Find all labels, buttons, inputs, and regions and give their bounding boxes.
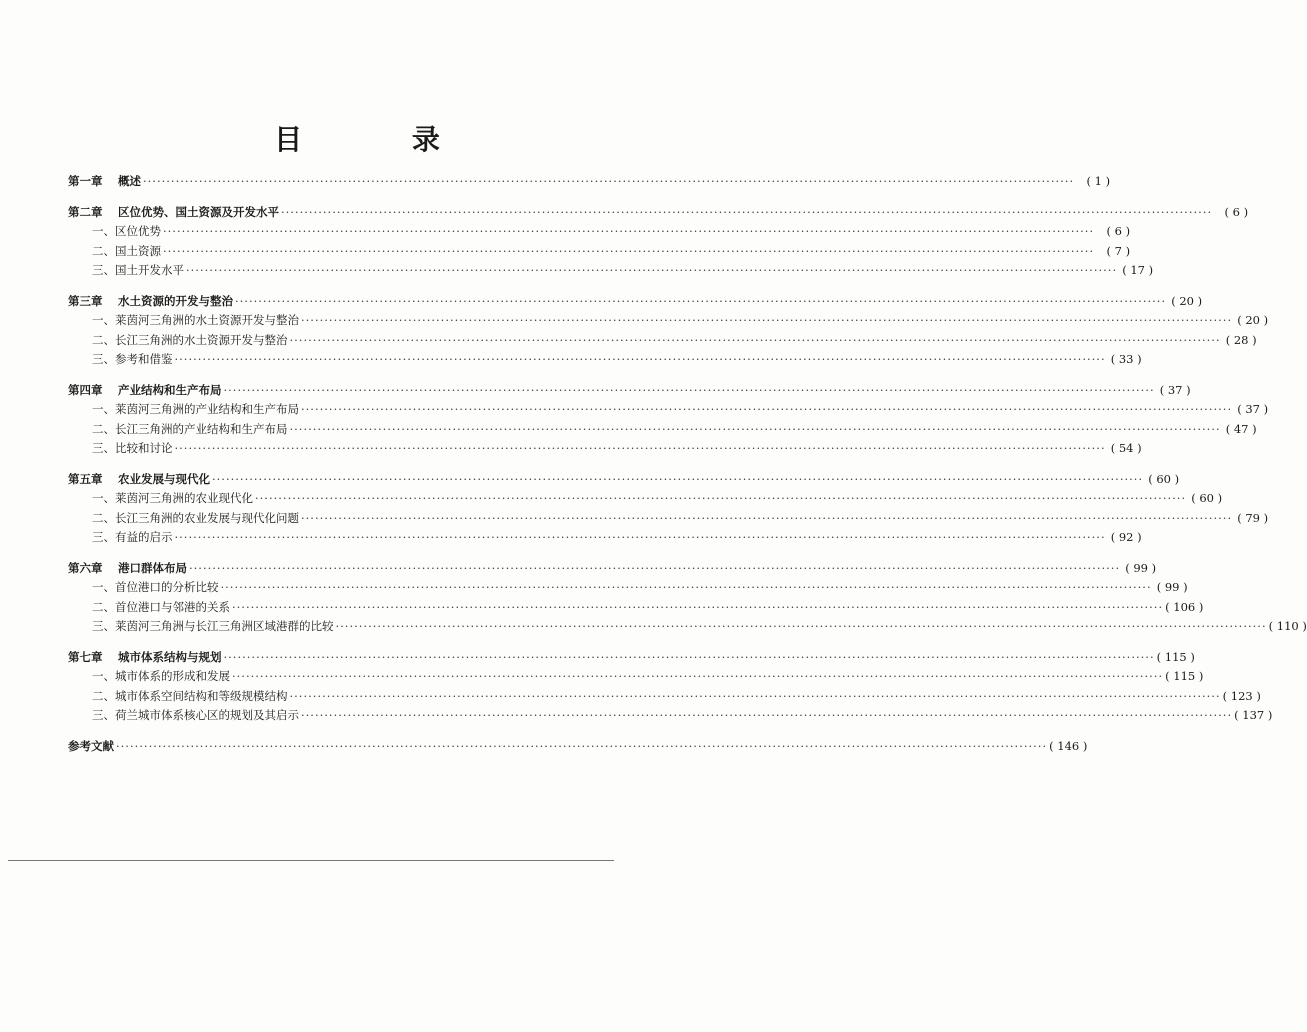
- page-number: ( 115 ): [1156, 649, 1195, 664]
- bottom-rule: [8, 860, 614, 861]
- dot-leader: ········································································································································································································: [289, 421, 1221, 436]
- page-number: ( 60 ): [1148, 471, 1180, 486]
- dot-leader: ········································································································································································································: [301, 313, 1233, 327]
- page-number: ( 28 ): [1225, 332, 1257, 347]
- dot-leader: ········································································································································································································: [220, 580, 1152, 594]
- chapter-number: 第四章: [68, 382, 103, 397]
- page-number: ( 99 ): [1125, 560, 1157, 575]
- page-number: ( 20 ): [1171, 293, 1203, 308]
- section-title: 三、荷兰城市体系核心区的规划及其启示: [92, 708, 299, 722]
- section-title: 一、莱茵河三角洲的农业现代化: [92, 491, 253, 505]
- section-title: 一、莱茵河三角洲的水土资源开发与整治: [92, 313, 299, 327]
- page-number: ( 37 ): [1159, 382, 1191, 397]
- dot-leader: ········································································································································································································: [223, 649, 1155, 664]
- chapter-title: 水土资源的开发与整治: [118, 293, 233, 308]
- chapter-number: 第五章: [68, 471, 103, 486]
- page-number: ( 106 ): [1165, 599, 1204, 614]
- page-title: 目 录: [274, 123, 490, 156]
- toc-chapter-row: [68, 292, 1203, 312]
- toc-chapter-row: [68, 470, 1180, 490]
- toc-section-row: [68, 578, 1188, 598]
- page-number: ( 7 ): [1106, 243, 1131, 258]
- section-title: 一、区位优势: [92, 224, 161, 238]
- page-number: ( 33 ): [1110, 352, 1142, 366]
- dot-leader: ········································································································································································································: [335, 619, 1267, 633]
- section-title: 二、城市体系空间结构和等级规模结构: [92, 688, 288, 703]
- toc-section-row: [68, 617, 1307, 637]
- dot-leader: ········································································································································································································: [163, 243, 1095, 258]
- toc-section-row: [68, 400, 1269, 420]
- toc-chapter-row: [68, 381, 1191, 401]
- page-number: ( 37 ): [1237, 402, 1269, 416]
- chapter-number: 第三章: [68, 293, 103, 308]
- dot-leader: ········································································································································································································: [289, 332, 1221, 347]
- toc-chapter-row: [68, 559, 1157, 579]
- toc-section-row: [68, 311, 1269, 331]
- toc-section-row: [68, 489, 1223, 509]
- toc-section-row: [68, 687, 1261, 707]
- dot-leader: ········································································································································································································: [235, 293, 1167, 308]
- dot-leader: ········································································································································································································: [163, 224, 1095, 238]
- page-number: ( 99 ): [1156, 580, 1188, 594]
- section-title: 三、国土开发水平: [92, 263, 184, 277]
- chapter-title: 概述: [118, 174, 141, 188]
- toc-chapter-row: [68, 172, 1111, 192]
- page-number: ( 79 ): [1237, 510, 1269, 525]
- chapter-title: 农业发展与现代化: [118, 471, 210, 486]
- dot-leader: ········································································································································································································: [232, 669, 1164, 683]
- toc-section-row: [68, 528, 1142, 548]
- page-number: ( 115 ): [1165, 669, 1204, 683]
- dot-leader: ········································································································································································································: [174, 530, 1106, 544]
- section-title: 一、首位港口的分析比较: [92, 580, 219, 594]
- section-title: 二、首位港口与邻港的关系: [92, 599, 230, 614]
- page-number: ( 17 ): [1122, 263, 1154, 277]
- section-title: 三、参考和借鉴: [92, 352, 173, 366]
- chapter-number: 第六章: [68, 560, 103, 575]
- chapter-number: 第一章: [68, 174, 103, 188]
- section-title: 三、比较和讨论: [92, 441, 173, 455]
- dot-leader: ········································································································································································································: [223, 382, 1155, 397]
- toc-section-row: [68, 350, 1142, 370]
- page-number: ( 6 ): [1224, 204, 1249, 219]
- page-number: ( 6 ): [1106, 224, 1131, 238]
- chapter-title: 产业结构和生产布局: [118, 382, 222, 397]
- toc-chapter-row: [68, 648, 1195, 668]
- page-number: ( 146 ): [1049, 738, 1088, 753]
- chapter-title: 港口群体布局: [118, 560, 187, 575]
- section-title: 二、长江三角洲的水土资源开发与整治: [92, 332, 288, 347]
- toc-section-row: [68, 242, 1131, 262]
- dot-leader: ········································································································································································································: [232, 599, 1164, 614]
- section-title: 三、莱茵河三角洲与长江三角洲区域港群的比较: [92, 619, 334, 633]
- dot-leader: ········································································································································································································: [255, 491, 1187, 505]
- dot-leader: ········································································································································································································: [301, 708, 1233, 722]
- dot-leader: ········································································································································································································: [186, 263, 1118, 277]
- section-title: 二、长江三角洲的产业结构和生产布局: [92, 421, 288, 436]
- dot-leader: ········································································································································································································: [116, 738, 1048, 753]
- toc-section-row: [68, 331, 1257, 351]
- chapter-number: 第二章: [68, 204, 103, 219]
- dot-leader: ········································································································································································································: [174, 441, 1106, 455]
- page-number: ( 1 ): [1086, 174, 1111, 188]
- page-number: ( 54 ): [1110, 441, 1142, 455]
- section-title: 一、莱茵河三角洲的产业结构和生产布局: [92, 402, 299, 416]
- toc-section-row: [68, 598, 1204, 618]
- dot-leader: ········································································································································································································: [174, 352, 1106, 366]
- chapter-number: 第七章: [68, 649, 103, 664]
- toc-section-row: [68, 667, 1204, 687]
- chapter-title: 区位优势、国土资源及开发水平: [118, 204, 279, 219]
- page-number: ( 60 ): [1191, 491, 1223, 505]
- toc-section-row: [68, 509, 1269, 529]
- dot-leader: ········································································································································································································: [281, 204, 1213, 219]
- dot-leader: ········································································································································································································: [212, 471, 1144, 486]
- page-number: ( 92 ): [1110, 530, 1142, 544]
- dot-leader: ········································································································································································································: [301, 402, 1233, 416]
- page-number: ( 110 ): [1268, 619, 1307, 633]
- chapter-title: 城市体系结构与规划: [118, 649, 222, 664]
- section-title: 三、有益的启示: [92, 530, 173, 544]
- section-title: 二、长江三角洲的农业发展与现代化问题: [92, 510, 299, 525]
- dot-leader: ········································································································································································································: [301, 510, 1233, 525]
- toc-section-row: [68, 439, 1142, 459]
- page-number: ( 137 ): [1234, 708, 1273, 722]
- section-title: 一、城市体系的形成和发展: [92, 669, 230, 683]
- toc-chapter-row: [68, 737, 1088, 757]
- chapter-title: 参考文献: [68, 738, 114, 753]
- toc-section-row: [68, 420, 1257, 440]
- toc-section-row: [68, 222, 1131, 242]
- toc-section-row: [68, 706, 1273, 726]
- section-title: 二、国土资源: [92, 243, 161, 258]
- dot-leader: ········································································································································································································: [143, 174, 1075, 188]
- dot-leader: ········································································································································································································: [189, 560, 1121, 575]
- toc-section-row: [68, 261, 1154, 281]
- dot-leader: ········································································································································································································: [289, 688, 1221, 703]
- page-number: ( 20 ): [1237, 313, 1269, 327]
- page-number: ( 47 ): [1225, 421, 1257, 436]
- page-number: ( 123 ): [1222, 688, 1261, 703]
- toc-chapter-row: [68, 203, 1249, 223]
- table-of-contents: [68, 172, 1307, 756]
